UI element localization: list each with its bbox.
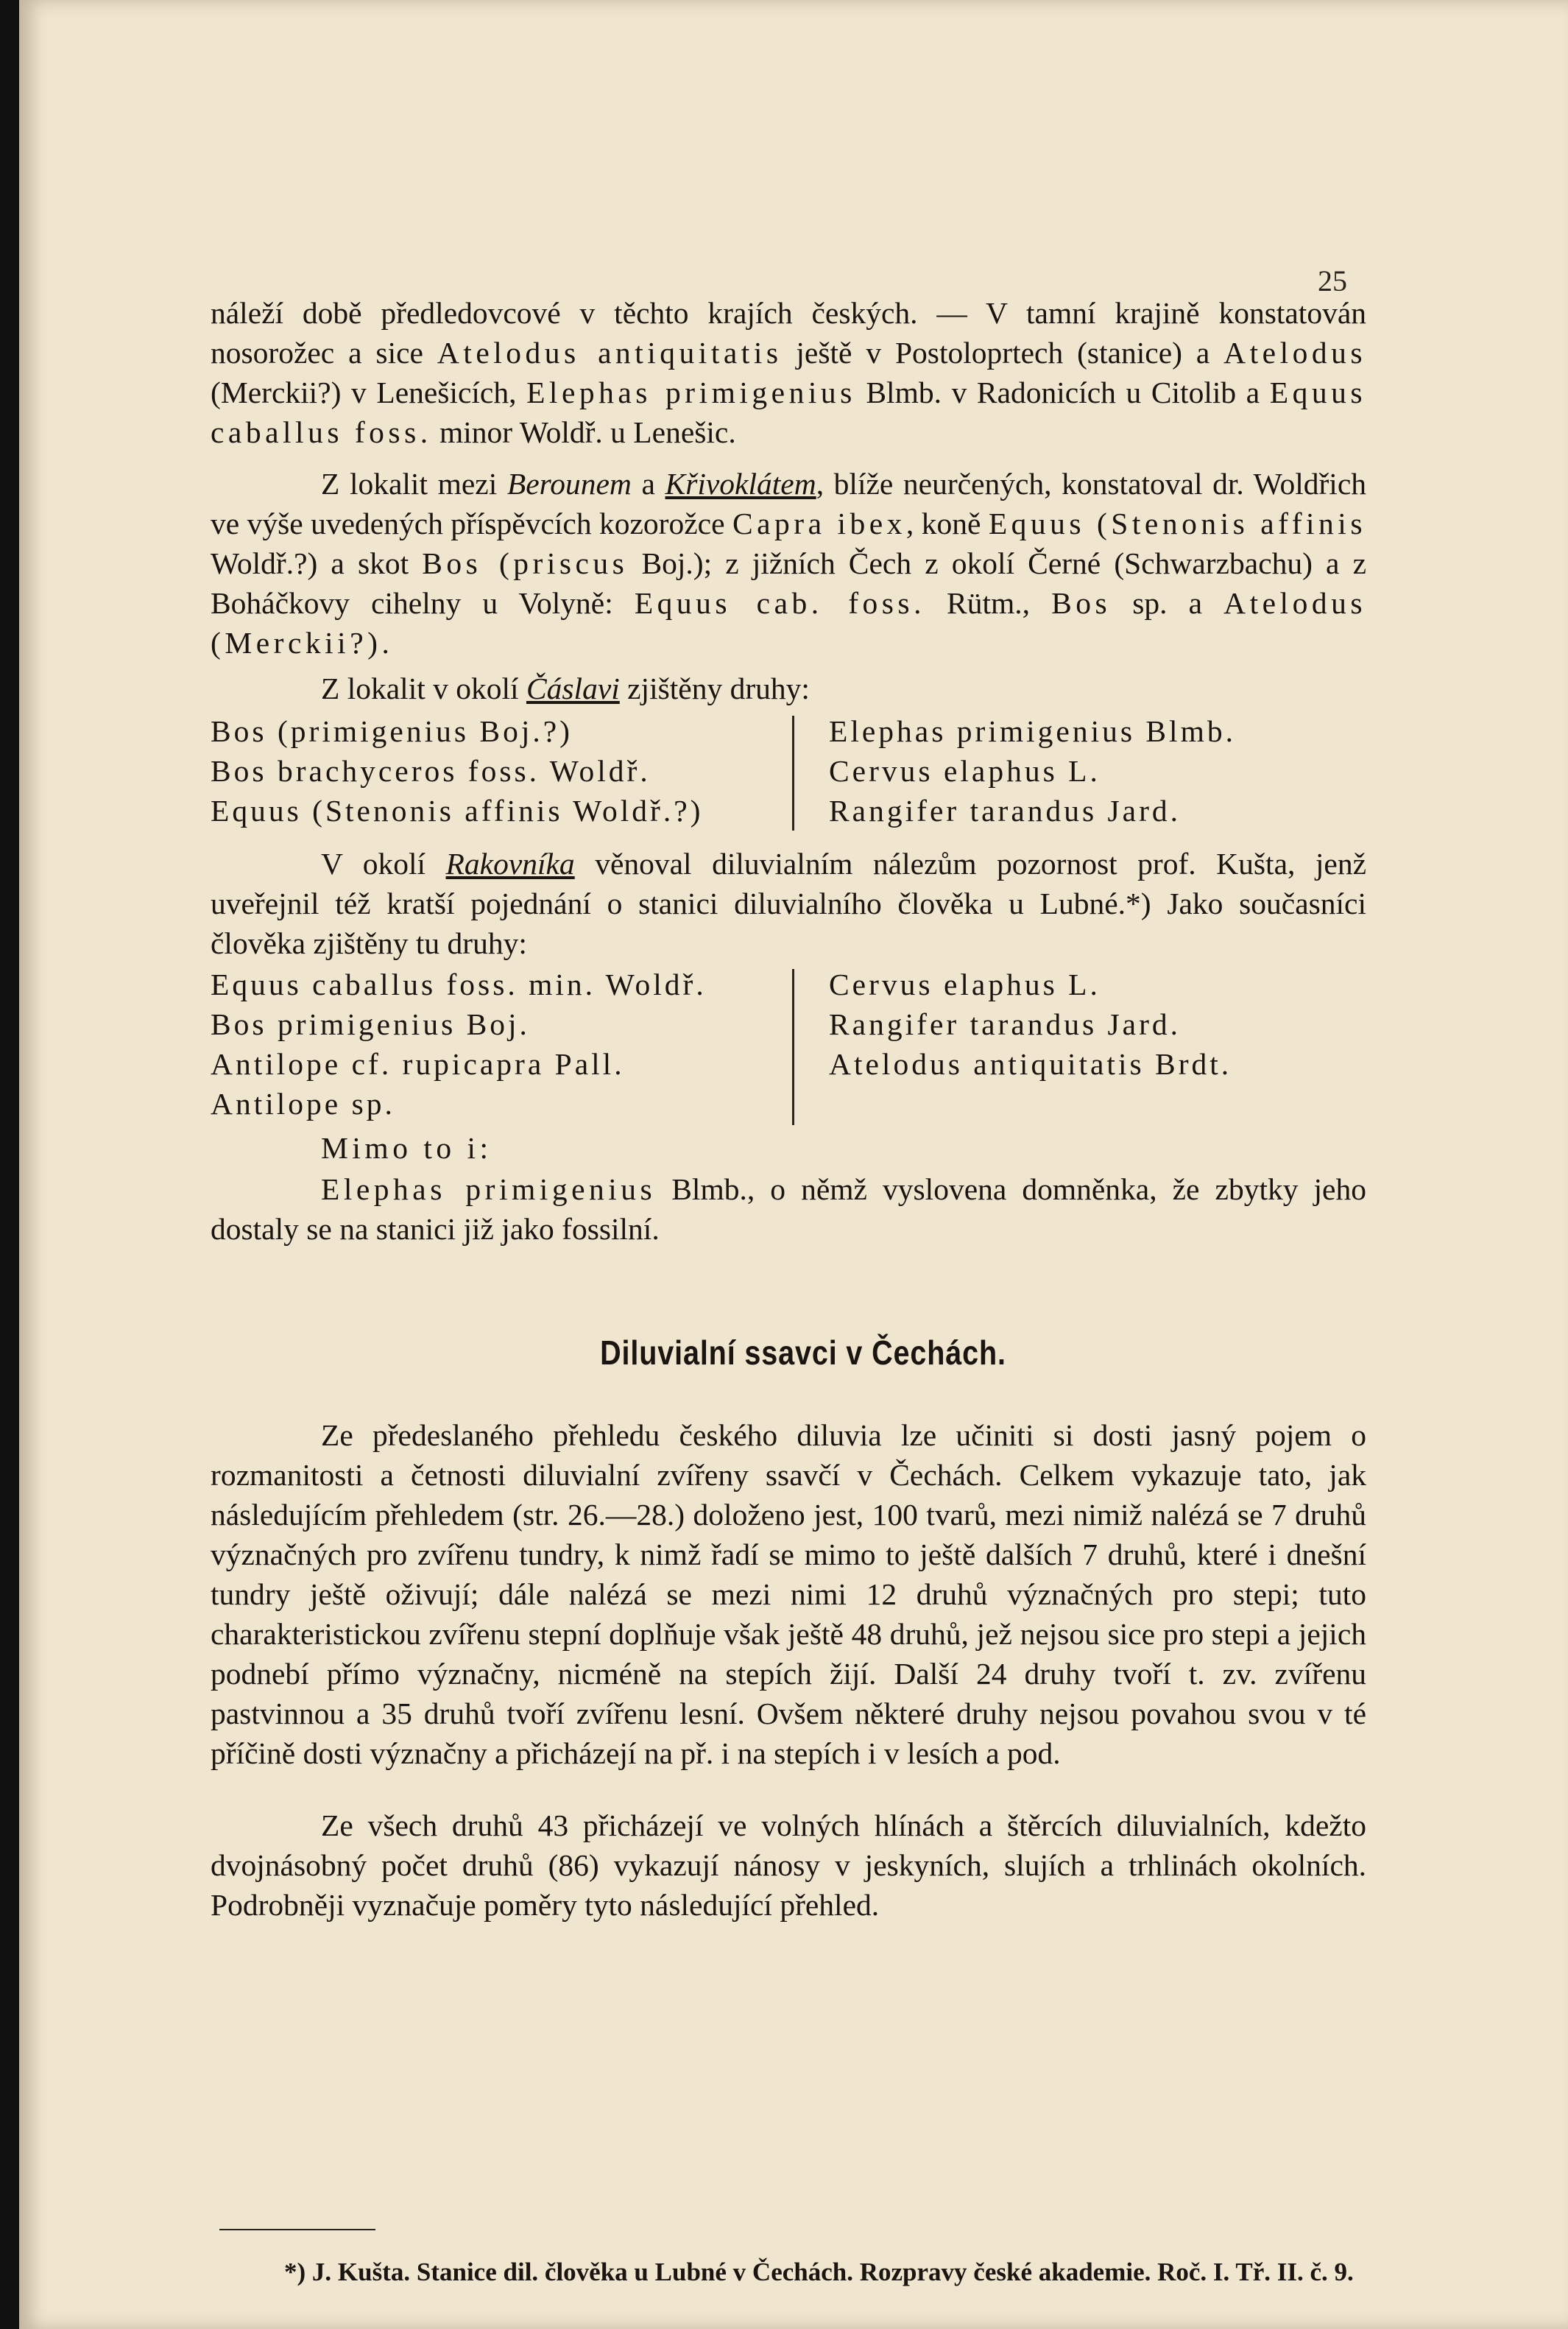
text: Ze všech druhů 43 přicházejí ve volných hlínách a štěrcích diluvialních, kdežto dvojnásobný počet druhů (86) vykazují nánosy v jeskyních, slujích a trhlinách okolních. Podrobněji vyznačuje poměry tyto následující přehled. bbox=[211, 1808, 1366, 1922]
taxon-name: Bos (priscus bbox=[422, 546, 629, 580]
species-item: Antilope sp. bbox=[211, 1087, 395, 1121]
paragraph-7 bbox=[211, 1415, 1366, 1773]
text: Z lokalit mezi bbox=[321, 467, 507, 501]
species-item: Cervus elaphus L. bbox=[829, 968, 1101, 1001]
taxon-name: Atelodus antiquitatis bbox=[437, 336, 783, 370]
species-item: Rangifer tarandus Jard. bbox=[829, 1007, 1182, 1041]
species-item: Atelodus antiquitatis Brdt. bbox=[829, 1047, 1232, 1081]
taxon-name: Elephas primigenius bbox=[526, 376, 856, 409]
text: Boj.); z jižních Čech z okolí Černé (Schwarzbachu) a z Boháčkovy cihelny u Volyně: bbox=[211, 546, 1366, 620]
text: (Merckii?) v Lenešicích, bbox=[211, 376, 527, 409]
taxon-name: Atelodus bbox=[1223, 336, 1367, 370]
species-list-right bbox=[829, 711, 1374, 831]
paragraph-4 bbox=[211, 844, 1366, 963]
place-name: Křivoklátem bbox=[665, 467, 816, 501]
taxon-name: Bos bbox=[1051, 586, 1112, 620]
text: , blíže neurčených, konstatoval dr. Woldřich ve výše uvedených příspěvcích kozorožce bbox=[211, 467, 1366, 540]
taxon-name: Capra ibex bbox=[732, 507, 906, 540]
species-item: Bos brachyceros foss. Woldř. bbox=[211, 754, 651, 788]
taxon-name: Equus (Stenonis affinis bbox=[988, 507, 1366, 540]
species-item: Elephas primigenius Blmb. bbox=[829, 714, 1236, 748]
text: V okolí bbox=[321, 847, 446, 881]
text: Blmb., o němž vyslovena domněnka, že zbytky jeho dostaly se na stanici již jako fossilní. bbox=[211, 1172, 1366, 1246]
page-number: 25 bbox=[1318, 264, 1347, 297]
place-name: Berounem bbox=[506, 467, 632, 501]
species-item: Rangifer tarandus Jard. bbox=[829, 794, 1182, 828]
species-item: Cervus elaphus L. bbox=[829, 754, 1101, 788]
place-name: Čáslavi bbox=[526, 672, 620, 705]
place-name: Rakovníka bbox=[445, 847, 575, 881]
species-item: Equus caballus foss. min. Woldř. bbox=[211, 968, 707, 1001]
text: minor Woldř. u Lenešic. bbox=[431, 415, 736, 449]
text: . bbox=[381, 626, 389, 660]
taxon-name: Equus cab. foss. bbox=[634, 586, 925, 620]
text: Z lokalit v okolí bbox=[321, 672, 526, 705]
text: Mimo to i: bbox=[321, 1131, 492, 1165]
species-item: Antilope cf. rupicapra Pall. bbox=[211, 1047, 625, 1081]
section-heading: Diluvialní ssavci v Čechách. bbox=[600, 1333, 1006, 1372]
footnote: *) J. Kušta. Stanice dil. člověka u Lubné v Čechách. Rozpravy české akademie. Roč. I. Tř. II. č. 9. bbox=[284, 2258, 1354, 2286]
text: zjištěny druhy: bbox=[619, 672, 810, 705]
column-divider bbox=[792, 969, 794, 1125]
text: náleží době předledovcové v těchto krajích českých. — V tamní krajině konstatován nosorožec a sice bbox=[211, 296, 1366, 370]
paragraph-3 bbox=[211, 669, 1366, 708]
species-list-right bbox=[829, 965, 1374, 1084]
species-list-left bbox=[211, 711, 785, 831]
text: sp. a bbox=[1111, 586, 1224, 620]
text: Blmb. v Radonicích u Citolib a bbox=[855, 376, 1270, 409]
paragraph-6 bbox=[211, 1169, 1366, 1249]
text: ještě v Postoloprtech (stanice) a bbox=[782, 336, 1224, 370]
column-divider bbox=[792, 716, 794, 831]
species-list-left bbox=[211, 965, 785, 1124]
paragraph-5 bbox=[211, 1128, 1366, 1168]
species-list-1 bbox=[211, 711, 1366, 836]
species-item: Equus (Stenonis affinis Woldř.?) bbox=[211, 794, 704, 828]
paragraph-1 bbox=[211, 293, 1366, 452]
taxon-name: Equus caballus foss. bbox=[211, 376, 1366, 449]
paragraph-8 bbox=[211, 1805, 1366, 1925]
text: Woldř.?) a skot bbox=[211, 546, 423, 580]
species-item: Bos (primigenius Boj.?) bbox=[211, 714, 573, 748]
species-item: Bos primigenius Boj. bbox=[211, 1007, 530, 1041]
taxon-name: Elephas primigenius bbox=[321, 1172, 657, 1206]
text: věnoval diluvialním nálezům pozornost prof. Kušta, jenž uveřejnil též kratší pojednání o stanici diluvialního člověka u Lubné.*) Jako současníci člověka zjištěny tu druhy: bbox=[211, 847, 1366, 960]
paragraph-2 bbox=[211, 464, 1366, 663]
footnote-rule bbox=[219, 2229, 375, 2230]
text: Rütm., bbox=[925, 586, 1052, 620]
text: a bbox=[631, 467, 665, 501]
text: Ze předeslaného přehledu českého diluvia lze učiniti si dosti jasný pojem o rozmanitosti a četnosti diluvialní zvířeny ssavčí v Čechách. Celkem vykazuje tato, jak následujícím přehledem (str. 26.—28.) doloženo jest, 100 tvarů, mezi nimiž nalézá se 7 druhů význačných pro zvířenu tundry, k nimž řadí se mimo to ještě dalších 7 druhů, které i dnešní tundry ještě oživují; dále nalézá se mezi nimi 12 druhů význačných pro stepi; tuto charakteristickou zvířenu stepní doplňuje však ještě 48 druhů, jež nejsou sice pro stepi a jejich podnebí přímo význačny, nicméně na stepích žijí. Další 24 druhy tvoří t. zv. zvířenu pastvinnou a 35 druhů tvoří zvířenu lesní. Ovšem některé druhy nejsou povahou svou v té příčině dosti význačny a přicházejí na př. i na stepích i v lesích a pod. bbox=[211, 1418, 1366, 1770]
text: , koně bbox=[905, 507, 989, 540]
taxon-name: Atelodus (Merckii?) bbox=[211, 586, 1366, 660]
species-list-2 bbox=[211, 965, 1366, 1131]
book-page bbox=[19, 0, 1568, 2329]
